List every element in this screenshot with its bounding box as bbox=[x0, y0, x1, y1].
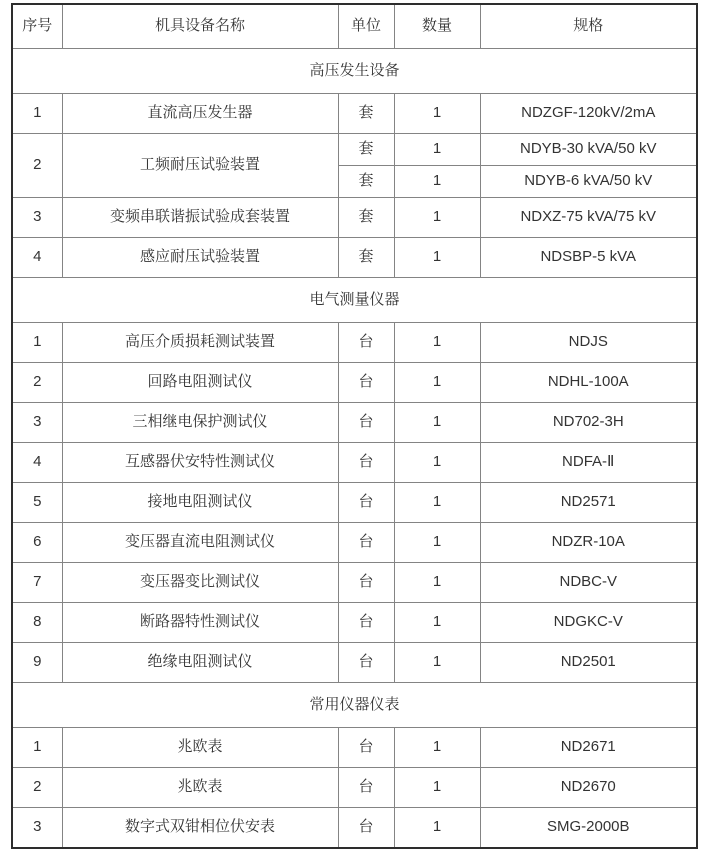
cell-spec: NDYB-6 kVA/50 kV bbox=[480, 166, 697, 198]
cell-index: 3 bbox=[12, 198, 62, 238]
cell-unit: 台 bbox=[338, 323, 394, 363]
table-row bbox=[12, 483, 697, 523]
cell-unit: 台 bbox=[338, 363, 394, 403]
cell-spec: ND2670 bbox=[480, 768, 697, 808]
cell-unit: 套 bbox=[338, 198, 394, 238]
section-row bbox=[12, 49, 697, 94]
equipment-table-container bbox=[11, 3, 696, 849]
cell-spec: NDXZ-75 kVA/75 kV bbox=[480, 198, 697, 238]
cell-unit: 台 bbox=[338, 768, 394, 808]
table-row bbox=[12, 603, 697, 643]
table-row bbox=[12, 363, 697, 403]
table-row bbox=[12, 94, 697, 134]
cell-index: 8 bbox=[12, 603, 62, 643]
cell-qty: 1 bbox=[394, 363, 480, 403]
cell-unit: 套 bbox=[338, 238, 394, 278]
cell-qty: 1 bbox=[394, 94, 480, 134]
cell-name: 直流高压发生器 bbox=[62, 94, 338, 134]
cell-name: 数字式双钳相位伏安表 bbox=[62, 808, 338, 849]
cell-index: 7 bbox=[12, 563, 62, 603]
cell-unit: 套 bbox=[338, 134, 394, 166]
cell-spec: NDGKC-V bbox=[480, 603, 697, 643]
table-row bbox=[12, 728, 697, 768]
equipment-table bbox=[11, 3, 698, 849]
cell-spec: NDZGF-120kV/2mA bbox=[480, 94, 697, 134]
cell-index: 6 bbox=[12, 523, 62, 563]
cell-qty: 1 bbox=[394, 198, 480, 238]
cell-qty: 1 bbox=[394, 166, 480, 198]
cell-index: 1 bbox=[12, 728, 62, 768]
cell-index: 1 bbox=[12, 94, 62, 134]
cell-qty: 1 bbox=[394, 643, 480, 683]
equipment-table-body bbox=[12, 4, 697, 848]
table-row bbox=[12, 323, 697, 363]
cell-name: 互感器伏安特性测试仪 bbox=[62, 443, 338, 483]
cell-name: 兆欧表 bbox=[62, 768, 338, 808]
table-row bbox=[12, 643, 697, 683]
table-row bbox=[12, 443, 697, 483]
cell-qty: 1 bbox=[394, 134, 480, 166]
cell-index: 1 bbox=[12, 323, 62, 363]
cell-spec: ND2571 bbox=[480, 483, 697, 523]
cell-name: 断路器特性测试仪 bbox=[62, 603, 338, 643]
cell-spec: ND2501 bbox=[480, 643, 697, 683]
table-row bbox=[12, 808, 697, 849]
cell-unit: 台 bbox=[338, 603, 394, 643]
cell-index: 5 bbox=[12, 483, 62, 523]
cell-spec: NDZR-10A bbox=[480, 523, 697, 563]
cell-unit: 台 bbox=[338, 483, 394, 523]
cell-index: 2 bbox=[12, 363, 62, 403]
cell-name: 接地电阻测试仪 bbox=[62, 483, 338, 523]
column-header-unit: 单位 bbox=[338, 4, 394, 49]
cell-spec: ND2671 bbox=[480, 728, 697, 768]
cell-unit: 套 bbox=[338, 94, 394, 134]
cell-unit: 台 bbox=[338, 728, 394, 768]
cell-qty: 1 bbox=[394, 808, 480, 849]
cell-qty: 1 bbox=[394, 238, 480, 278]
cell-spec: NDHL-100A bbox=[480, 363, 697, 403]
section-title: 高压发生设备 bbox=[12, 49, 697, 94]
cell-spec: NDJS bbox=[480, 323, 697, 363]
cell-index: 2 bbox=[12, 134, 62, 198]
cell-name: 工频耐压试验装置 bbox=[62, 134, 338, 198]
table-row bbox=[12, 563, 697, 603]
cell-name: 感应耐压试验装置 bbox=[62, 238, 338, 278]
cell-spec: SMG-2000B bbox=[480, 808, 697, 849]
cell-qty: 1 bbox=[394, 323, 480, 363]
table-row bbox=[12, 134, 697, 166]
cell-qty: 1 bbox=[394, 768, 480, 808]
cell-name: 变压器直流电阻测试仪 bbox=[62, 523, 338, 563]
cell-index: 3 bbox=[12, 403, 62, 443]
cell-name: 回路电阻测试仪 bbox=[62, 363, 338, 403]
cell-name: 高压介质损耗测试装置 bbox=[62, 323, 338, 363]
cell-name: 变频串联谐振试验成套装置 bbox=[62, 198, 338, 238]
table-row bbox=[12, 198, 697, 238]
cell-name: 兆欧表 bbox=[62, 728, 338, 768]
cell-spec: NDBC-V bbox=[480, 563, 697, 603]
section-row bbox=[12, 683, 697, 728]
cell-qty: 1 bbox=[394, 523, 480, 563]
cell-qty: 1 bbox=[394, 563, 480, 603]
cell-unit: 台 bbox=[338, 563, 394, 603]
section-title: 常用仪器仪表 bbox=[12, 683, 697, 728]
table-row bbox=[12, 238, 697, 278]
column-header-name: 机具设备名称 bbox=[62, 4, 338, 49]
cell-spec: NDFA-Ⅱ bbox=[480, 443, 697, 483]
column-header-spec: 规格 bbox=[480, 4, 697, 49]
cell-index: 2 bbox=[12, 768, 62, 808]
cell-unit: 台 bbox=[338, 643, 394, 683]
cell-unit: 台 bbox=[338, 403, 394, 443]
cell-index: 4 bbox=[12, 443, 62, 483]
cell-index: 4 bbox=[12, 238, 62, 278]
cell-index: 3 bbox=[12, 808, 62, 849]
column-header-index: 序号 bbox=[12, 4, 62, 49]
cell-name: 三相继电保护测试仪 bbox=[62, 403, 338, 443]
cell-qty: 1 bbox=[394, 403, 480, 443]
cell-spec: NDSBP-5 kVA bbox=[480, 238, 697, 278]
cell-qty: 1 bbox=[394, 728, 480, 768]
cell-qty: 1 bbox=[394, 603, 480, 643]
table-row bbox=[12, 523, 697, 563]
cell-qty: 1 bbox=[394, 443, 480, 483]
section-row bbox=[12, 278, 697, 323]
cell-unit: 台 bbox=[338, 808, 394, 849]
cell-spec: NDYB-30 kVA/50 kV bbox=[480, 134, 697, 166]
cell-name: 绝缘电阻测试仪 bbox=[62, 643, 338, 683]
cell-qty: 1 bbox=[394, 483, 480, 523]
cell-spec: ND702-3H bbox=[480, 403, 697, 443]
cell-unit: 套 bbox=[338, 166, 394, 198]
cell-unit: 台 bbox=[338, 523, 394, 563]
table-row bbox=[12, 403, 697, 443]
section-title: 电气测量仪器 bbox=[12, 278, 697, 323]
cell-index: 9 bbox=[12, 643, 62, 683]
cell-unit: 台 bbox=[338, 443, 394, 483]
table-header-row bbox=[12, 4, 697, 49]
table-row bbox=[12, 768, 697, 808]
cell-name: 变压器变比测试仪 bbox=[62, 563, 338, 603]
column-header-qty: 数量 bbox=[394, 4, 480, 49]
